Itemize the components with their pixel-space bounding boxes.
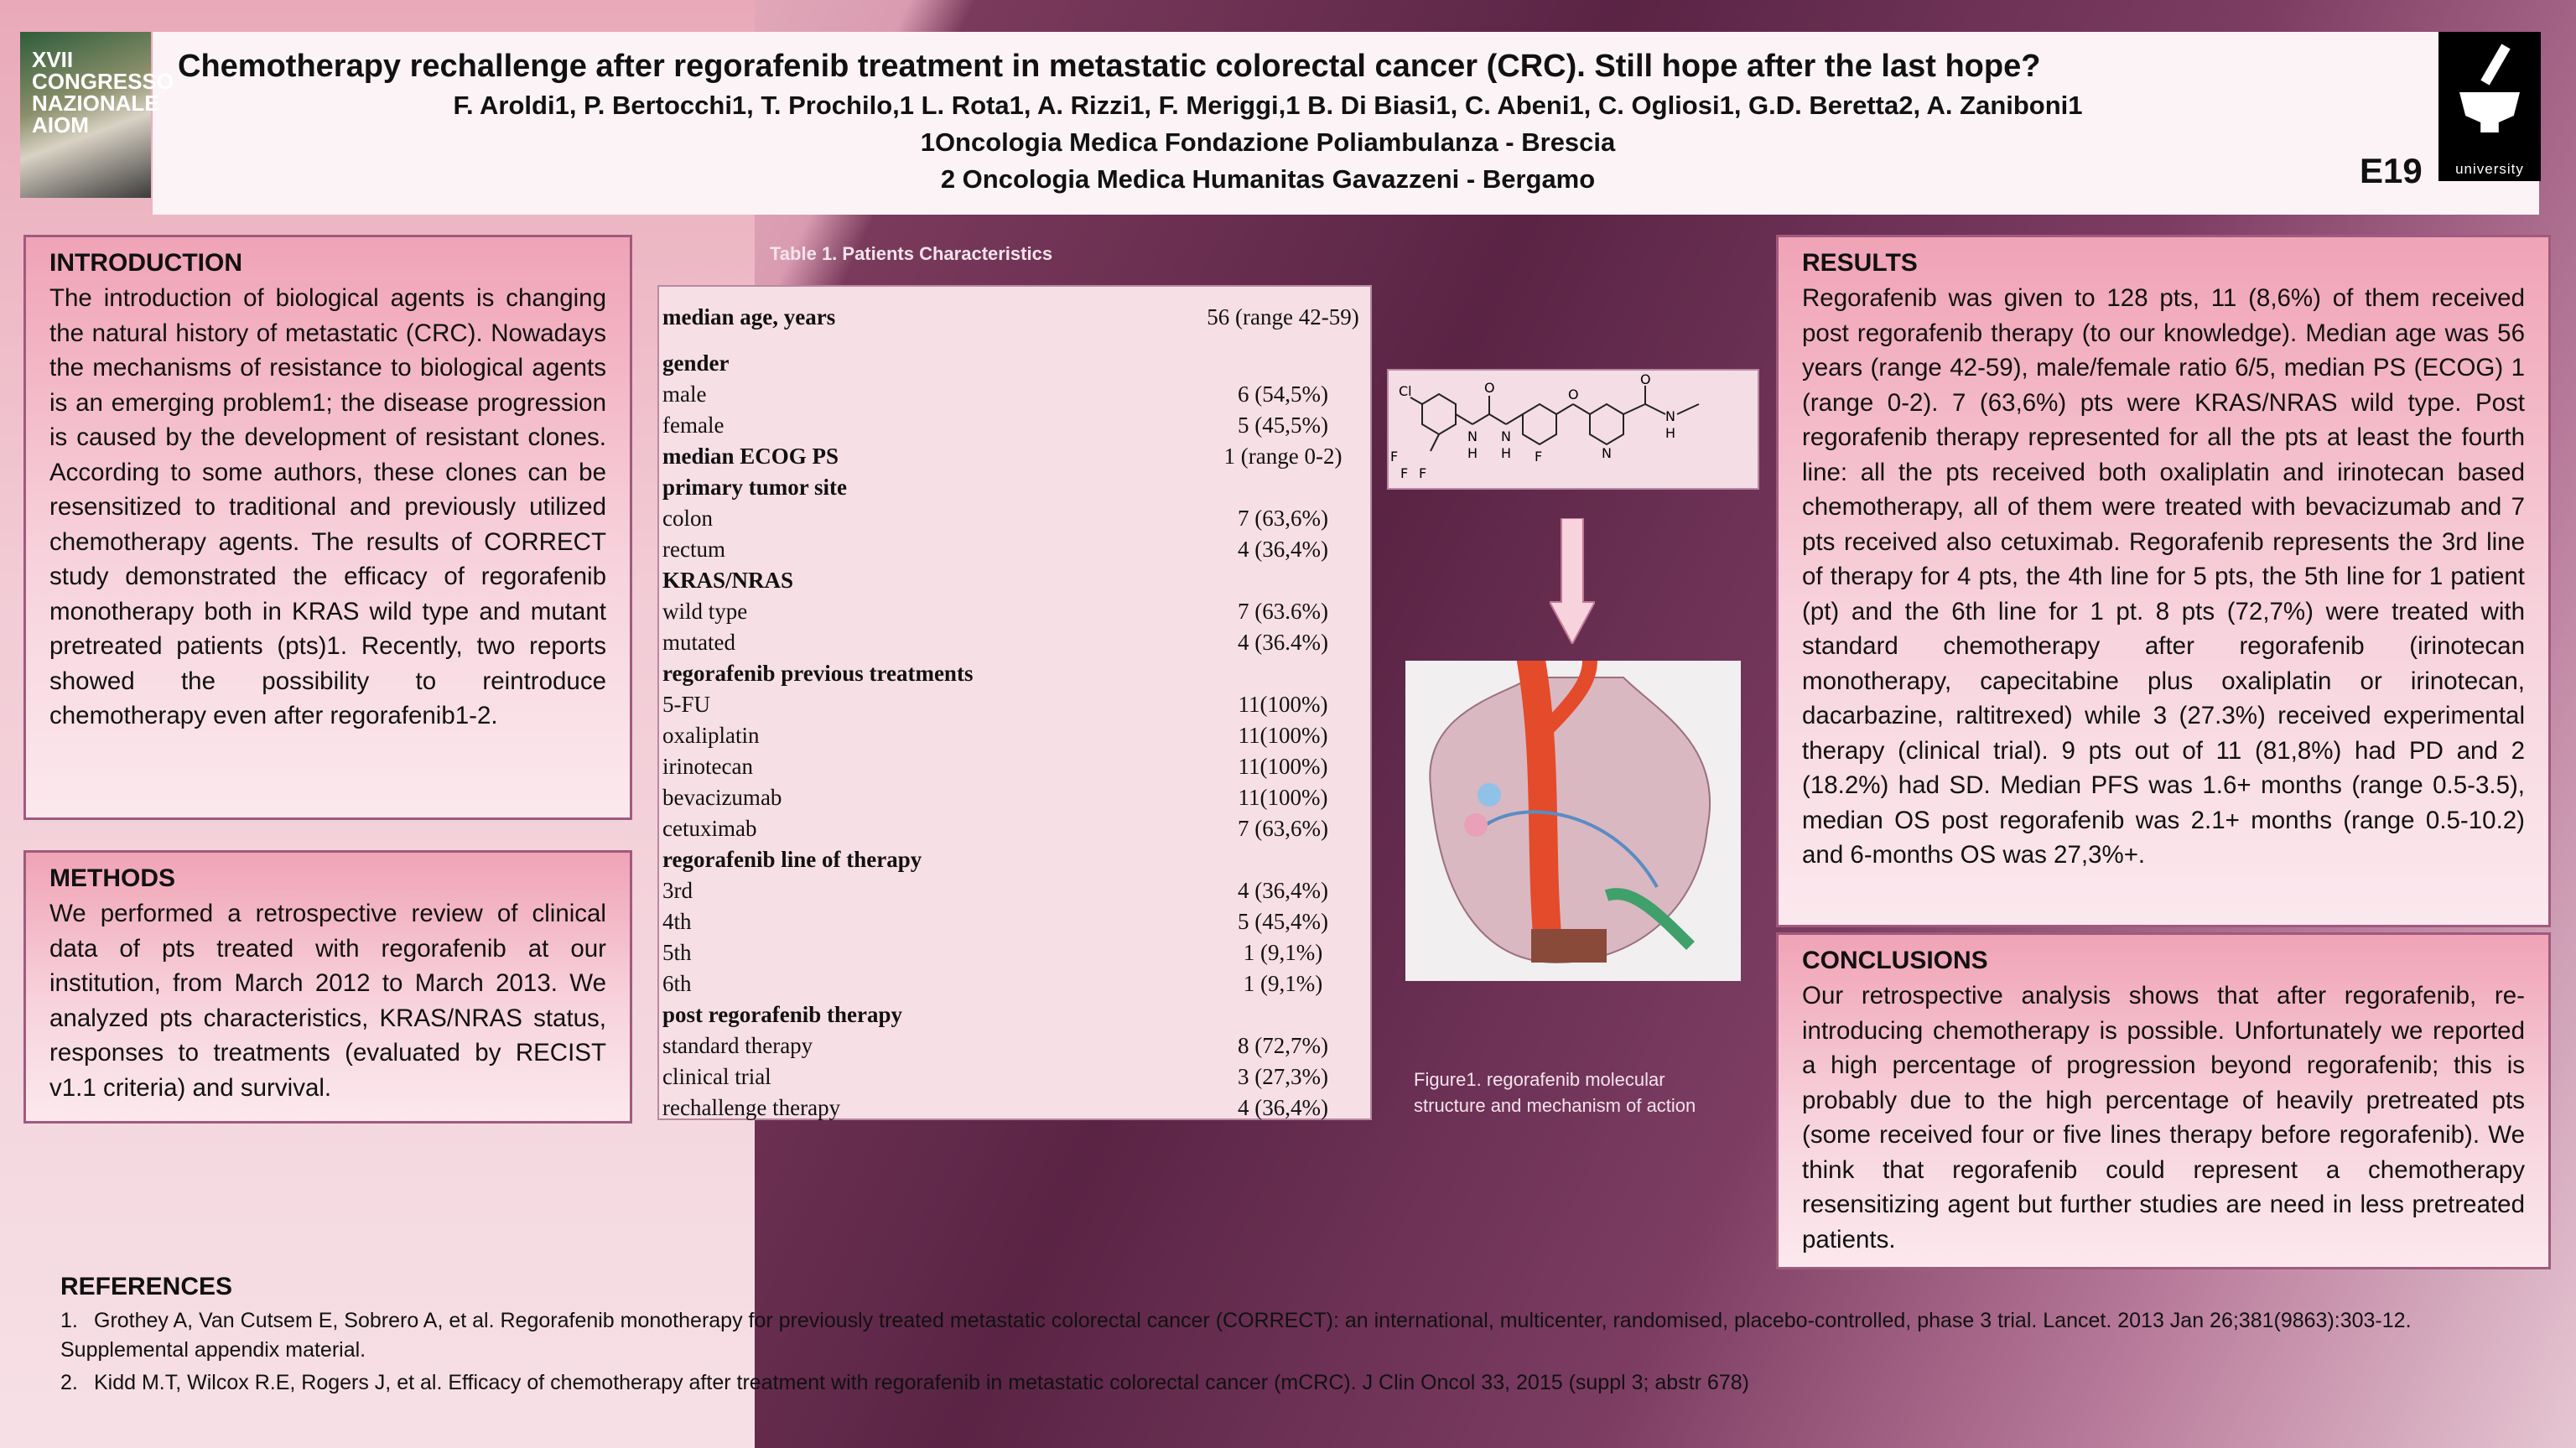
table-cell-value (1196, 657, 1370, 688)
references-heading: REFERENCES (60, 1273, 233, 1300)
reference-number: 2. (60, 1371, 78, 1394)
table-cell-label: 4th (662, 908, 692, 934)
results-heading: RESULTS (1802, 249, 1918, 277)
table-cell-value: 11(100%) (1238, 722, 1328, 748)
table-cell-label: rectum (662, 536, 725, 562)
table-cell-label: standard therapy (662, 1032, 813, 1058)
table-cell-value: 8 (72,7%) (1238, 1032, 1328, 1058)
table-row (659, 440, 1370, 471)
table-cell-label: mutated (662, 629, 735, 655)
reference-number: 1. (60, 1309, 78, 1332)
table-row (659, 906, 1370, 937)
table-caption: Table 1. Patients Characteristics (770, 243, 1053, 264)
table-cell-value: 4 (36.4%) (1238, 629, 1328, 655)
table-row (659, 347, 1370, 378)
table-cell-label: bevacizumab (662, 784, 782, 810)
figure-caption-line-2: structure and mechanism of action (1414, 1095, 1696, 1116)
results-text: Regorafenib was given to 128 pts, 11 (8,6%) of them received post regorafenib therapy (to our knowledge). Median age was 56 years (range 42-59), male/female ratio 6/5, median PS (ECOG) 1 (range 0-2). 7 (63,6%) pts were KRAS/NRAS wild type. Post regorafenib therapy represented for all the pts at least the fourth line: all the pts received both oxaliplatin and irinotecan based chemotherapy, all of them were treated with bevacizumab and 7 pts received also cetuximab. Regorafenib represents the 3rd line of therapy for 4 pts, the 4th line for 5 pts, the 5th line for 1 patient (pt) and the 6th line for 1 pt. 8 pts (72,7%) were treated with standard chemotherapy after regorafenib (irinotecan monotherapy, capecitabine plus oxaliplatin or irinotecan, dacarbazine, raltitrexed) while 3 (27.3%) received experimental therapy (clinical trial). 9 pts out of 11 (81,8%) had PD and 2 (18.2%) had SD. Median PFS was 1.6+ months (range 0.5-3.5), median OS post regorafenib was 2.1+ months (range 0.5-10.2) and 6-months OS was 27,3%+. (1802, 284, 2525, 869)
table-cell-label: male (662, 381, 707, 407)
molecule-drawing (1389, 371, 1758, 488)
table-row (659, 999, 1370, 1030)
table-row (659, 781, 1370, 812)
mol-atom-f4: F (1535, 449, 1543, 465)
table-row (659, 626, 1370, 657)
table-row (659, 595, 1370, 626)
mol-atom-n3: N (1602, 445, 1612, 461)
patients-table (657, 285, 1372, 1120)
methods-text: We performed a retrospective review of clinical data of pts treated with regorafenib at our institution, from March 2012 to March 2013. We analyzed pts characteristics, KRAS/NRAS status, responses to treatments (evaluated by RECIST v1.1 criteria) and survival. (49, 900, 606, 1102)
table-row (659, 502, 1370, 533)
table-cell-value: 11(100%) (1238, 753, 1328, 779)
table-cell-value: 7 (63,6%) (1238, 815, 1328, 841)
table-cell-label: wild type (662, 598, 748, 624)
introduction-text: The introduction of biological agents is changing the natural history of metastatic (CRC). Nowadays the mechanisms of resistance to biological agents is an emerging problem1; the disease progression is caused by the development of resistant clones. According to some authors, these clones can be resensitized to traditional and previously utilized chemotherapy agents. The results of CORRECT study demonstrated the efficacy of regorafenib monotherapy both in KRAS wild type and mutant pretreated patients (pts)1. Recently, two reports showed the possibility to reintroduce chemotherapy even after regorafenib1-2. (49, 284, 606, 729)
table-row (659, 750, 1370, 781)
mol-atom-h2: H (1501, 445, 1512, 461)
table-row (659, 378, 1370, 409)
table-cell-value: 4 (36,4%) (1238, 877, 1328, 903)
table-cell-value: 56 (range 42-59) (1207, 304, 1359, 330)
table-cell-label: oxaliplatin (662, 722, 760, 748)
table-cell-label: 6th (662, 970, 692, 996)
table-cell-label: median age, years (662, 304, 836, 330)
mol-atom-cl: Cl (1399, 383, 1412, 399)
author-list: F. Aroldi1, P. Bertocchi1, T. Prochilo,1 L. Rota1, A. Rizzi1, F. Meriggi,1 B. Di Biasi1, C. Abeni1, C. Ogliosi1, G.D. Beretta2, A. Zaniboni1 (453, 91, 2083, 120)
mol-atom-h1: H (1467, 445, 1478, 461)
table-cell-value (1196, 843, 1370, 875)
university-logo-text: university (2455, 161, 2524, 177)
mol-atom-n1: N (1467, 428, 1478, 444)
table-cell-value: 5 (45,4%) (1238, 908, 1328, 934)
methods-heading: METHODS (49, 864, 175, 892)
table-cell-value: 4 (36,4%) (1238, 536, 1328, 562)
mol-atom-f2: F (1400, 465, 1409, 481)
table-cell-value: 11(100%) (1238, 784, 1328, 810)
mol-atom-o3: O (1640, 371, 1651, 387)
table-row (659, 719, 1370, 750)
mol-atom-n4: N (1665, 408, 1675, 424)
table-row (659, 843, 1370, 875)
regorafenib-molecule-figure (1387, 369, 1759, 490)
table-cell-value: 7 (63.6%) (1238, 598, 1328, 624)
affiliation-1: 1Oncologia Medica Fondazione Poliambulanza - Brescia (920, 127, 1616, 157)
figure-caption (1414, 1067, 1696, 1118)
table-cell-value: 4 (36,4%) (1238, 1094, 1328, 1120)
table-cell-label: irinotecan (662, 753, 753, 779)
mol-atom-o2: O (1568, 387, 1579, 402)
reference-text: Kidd M.T, Wilcox R.E, Rogers J, et al. Efficacy of chemotherapy after treatment with regorafenib in metastatic colorectal cancer (mCRC). J Clin Oncol 33, 2015 (suppl 3; abstr 678) (94, 1371, 1749, 1394)
table-cell-value: 5 (45,5%) (1238, 412, 1328, 438)
table-cell-value (1196, 999, 1370, 1030)
table-row (659, 937, 1370, 968)
university-logo (2438, 32, 2541, 181)
tumor-vasculature-illustration (1405, 661, 1741, 981)
table-row (659, 657, 1370, 688)
table-cell-value: 1 (9,1%) (1243, 939, 1323, 965)
table-cell-label: primary tumor site (662, 474, 847, 500)
congress-logo (20, 32, 174, 198)
results-section (1776, 235, 2551, 927)
table-cell-label: regorafenib previous treatments (662, 660, 974, 686)
pestle-icon (2480, 44, 2510, 85)
table-row (659, 533, 1370, 564)
down-arrow-icon (1550, 518, 1595, 644)
affiliation-2: 2 Oncologia Medica Humanitas Gavazzeni - Bergamo (940, 164, 1596, 194)
table-cell-label: KRAS/NRAS (662, 567, 794, 593)
table-cell-label: clinical trial (662, 1063, 771, 1089)
mol-atom-h3: H (1665, 425, 1676, 441)
mol-atom-o1: O (1484, 380, 1495, 396)
table-row (659, 812, 1370, 843)
table-cell-label: post regorafenib therapy (662, 1001, 902, 1027)
methods-section (23, 850, 632, 1124)
reference-item (60, 1306, 2517, 1365)
mol-atom-n2: N (1501, 428, 1511, 444)
mol-atom-f3: F (1419, 465, 1427, 481)
table-row (659, 564, 1370, 595)
poster-code: E19 (2360, 151, 2423, 190)
table-row (659, 688, 1370, 719)
poster-title: Chemotherapy rechallenge after regorafenib treatment in metastatic colorectal cancer (CRC). Still hope after the last hope? (178, 49, 2041, 84)
conclusions-section (1776, 932, 2551, 1269)
table-cell-label: regorafenib line of therapy (662, 846, 922, 872)
table-cell-value: 1 (range 0-2) (1223, 443, 1343, 469)
table-row (659, 409, 1370, 440)
congress-logo-text: XVII CONGRESSO NAZIONALE AIOM (32, 47, 174, 138)
table-cell-label: 3rd (662, 877, 693, 903)
table-cell-label: female (662, 412, 724, 438)
figure-caption-line-1: Figure1. regorafenib molecular (1414, 1069, 1665, 1090)
table-row (659, 471, 1370, 502)
table-row (659, 1030, 1370, 1061)
reference-item (60, 1368, 2517, 1398)
table-row (659, 1061, 1370, 1092)
table-cell-label: gender (662, 350, 730, 376)
introduction-heading: INTRODUCTION (49, 249, 242, 277)
table-cell-value (1196, 347, 1370, 378)
reference-text: Grothey A, Van Cutsem E, Sobrero A, et al. Regorafenib monotherapy for previously treated metastatic colorectal cancer (CORRECT): an international, multicenter, randomised, placebo-controlled, phase 3 trial. Lancet. 2013 Jan 26;381(9863):303-12. Supplemental appendix material. (60, 1309, 2412, 1362)
table-cell-value: 7 (63,6%) (1238, 505, 1328, 531)
table-cell-value (1196, 471, 1370, 502)
table-row (659, 287, 1370, 347)
table-cell-label: 5-FU (662, 691, 711, 717)
table-cell-value: 11(100%) (1238, 691, 1328, 717)
table-cell-label: 5th (662, 939, 692, 965)
mol-atom-f1: F (1390, 449, 1399, 465)
table-cell-label: rechallenge therapy (662, 1094, 841, 1120)
tumor-illustration-drawing (1405, 661, 1741, 981)
table-cell-label: colon (662, 505, 713, 531)
table-cell-value: 1 (9,1%) (1243, 970, 1323, 996)
conclusions-heading: CONCLUSIONS (1802, 947, 1988, 974)
table-cell-value: 6 (54,5%) (1238, 381, 1328, 407)
introduction-section (23, 235, 632, 820)
table-cell-label: median ECOG PS (662, 443, 839, 469)
table-cell-label: cetuximab (662, 815, 757, 841)
table-row (659, 1092, 1370, 1123)
table-cell-value: 3 (27,3%) (1238, 1063, 1328, 1089)
table-cell-value (1196, 564, 1370, 595)
table-row (659, 968, 1370, 999)
table-row (659, 875, 1370, 906)
conclusions-text: Our retrospective analysis shows that after regorafenib, re-introducing chemotherapy is possible. Unfortunately we reported a high percentage of progression beyond regorafenib; this is probably due to the high percentage of heavily pretreated pts (some received four or five lines therapy before regorafenib). We think that regorafenib could represent a chemotherapy resensitizing agent but further studies are need in less pretreated patients. (1802, 982, 2525, 1253)
